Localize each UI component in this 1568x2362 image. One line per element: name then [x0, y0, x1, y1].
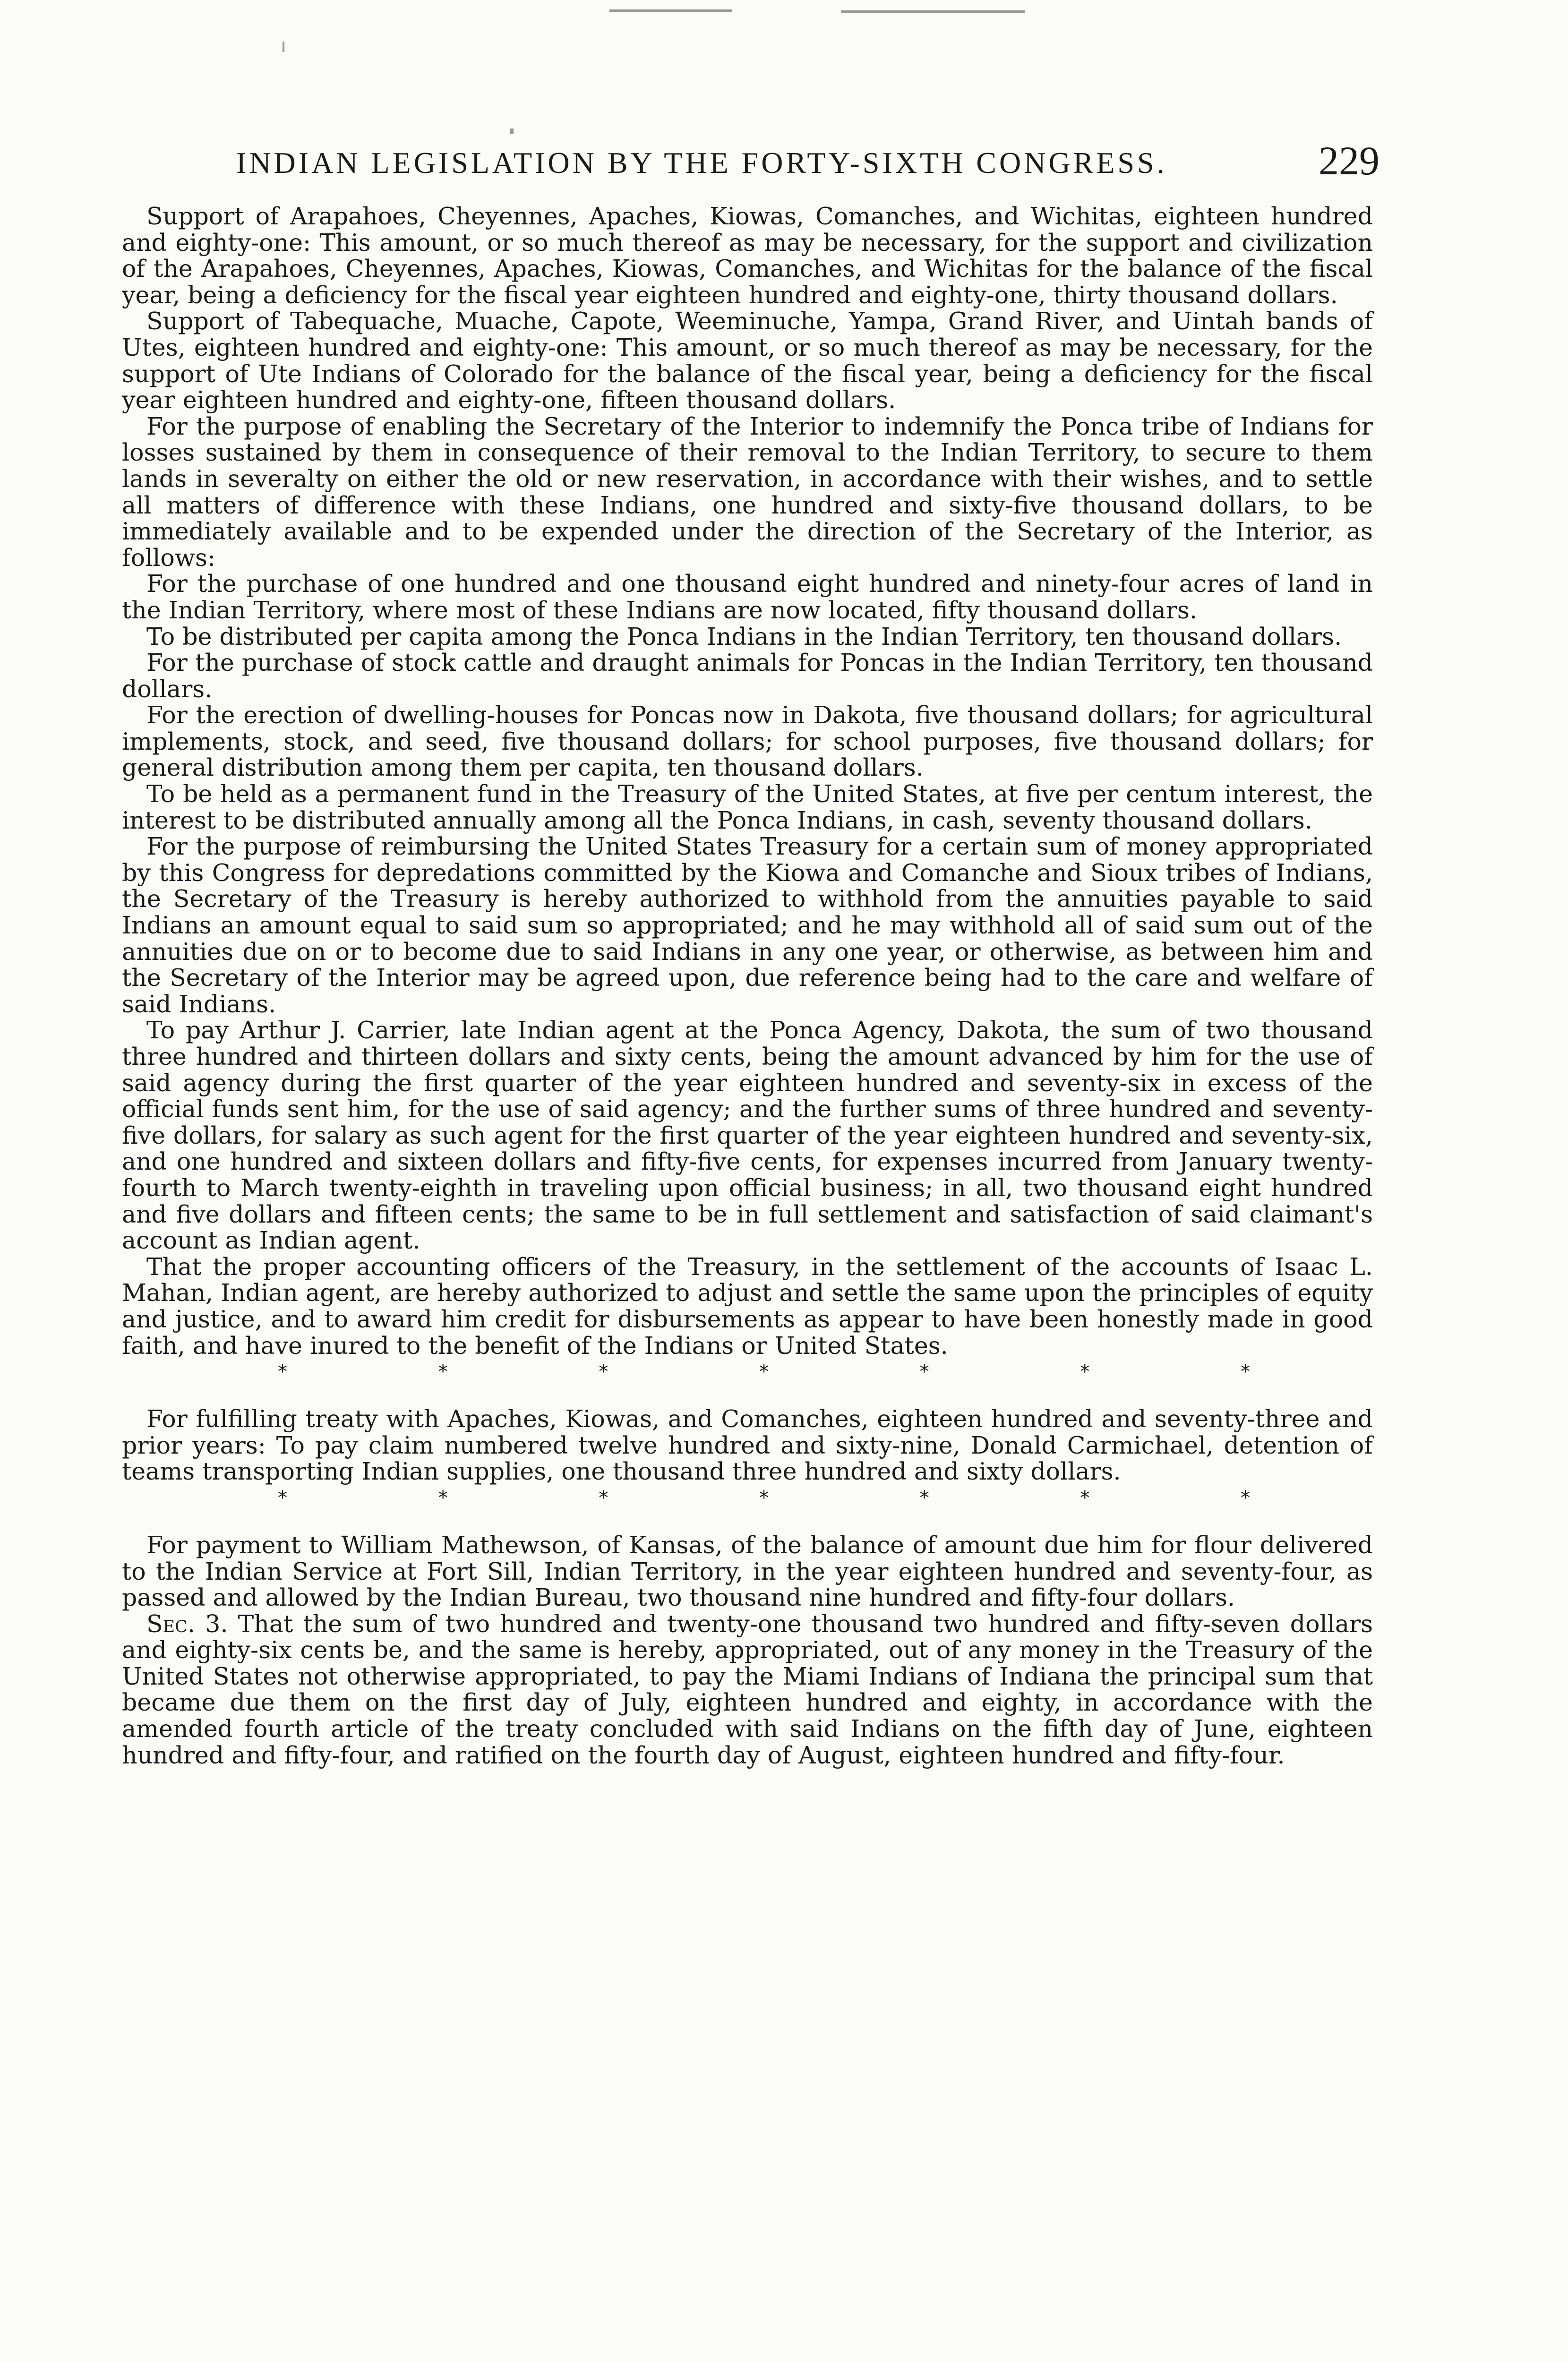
scan-speckle [841, 10, 1025, 13]
paragraph: For fulfilling treaty with Apaches, Kiowas, and Comanches, eighteen hundred and seventy-three and prior years: To pay claim numbered twelve hundred and sixty-nine, Donald Carmichael, detention of teams transporting Indian supplies, one thousand three hundred and sixty dollars. [122, 1405, 1373, 1486]
star-mark: * [919, 1487, 929, 1509]
star-mark: * [1240, 1487, 1250, 1509]
star-mark: * [278, 1361, 287, 1383]
star-mark: * [1080, 1487, 1090, 1509]
paragraph: To be held as a permanent fund in the Treasury of the United States, at five per centum interest, the interest to be distributed annually among all the Ponca Indians, in cash, seventy thousand dollars. [122, 780, 1373, 834]
paragraph: To pay Arthur J. Carrier, late Indian agent at the Ponca Agency, Dakota, the sum of two thousand three hundred and thirteen dollars and sixty cents, being the amount advanced by him for the use of said agency during the first quarter of the year eighteen hundred and seventy-six in excess of the official funds sent him, for the use of said agency; and the further sums of three hundred and seventy-five dollars, for salary as such agent for the first quarter of the year eighteen hundred and seventy-six, and one hundred and sixteen dollars and fifty-five cents, for expenses incurred from January twenty-fourth to March twenty-eighth in traveling upon official business; in all, two thousand eight hundred and five dollars and fifteen cents; the same to be in full settlement and satisfaction of said claimant's account as Indian agent. [122, 1016, 1373, 1255]
paragraph: For payment to William Mathewson, of Kansas, of the balance of amount due him for flour delivered to the Indian Service at Fort Sill, Indian Territory, in the year eighteen hundred and seventy-four, as passed and allowed by the Indian Bureau, two thousand nine hundred and fifty-four dollars. [122, 1531, 1373, 1612]
paragraph: For the erection of dwelling-houses for Poncas now in Dakota, five thousand dollars; for agricultural implements, stock, and seed, five thousand dollars; for school purposes, five thousand dollars; for general distribution among them per capita, ten thousand dollars. [122, 701, 1373, 782]
ellipsis-row [122, 1359, 1373, 1386]
paragraph: Support of Tabequache, Muache, Capote, Weeminuche, Yampa, Grand River, and Uintah bands of Utes, eighteen hundred and eighty-one: This amount, or so much thereof as may be necessary, for the support of Ute Indians of Colorado for the balance of the fiscal year, being a deficiency for the fiscal year eighteen hundred and eighty-one, fifteen thousand dollars. [122, 307, 1373, 414]
scan-speckle [609, 9, 732, 12]
paragraph: For the purchase of one hundred and one thousand eight hundred and ninety-four acres of land in the Indian Territory, where most of these Indians are now located, fifty thousand dollars. [122, 570, 1373, 624]
paragraph: To be distributed per capita among the Ponca Indians in the Indian Territory, ten thousand dollars. [146, 622, 1342, 650]
star-mark: * [278, 1487, 287, 1509]
running-header [236, 137, 1379, 189]
paragraph: Support of Arapahoes, Cheyennes, Apaches, Kiowas, Comanches, and Wichitas, eighteen hundred and eighty-one: This amount, or so much thereof as may be necessary, for the support and civilization of the Arapahoes, Cheyennes, Apaches, Kiowas, Comanches, and Wichitas for the balance of the fiscal year, being a deficiency for the fiscal year eighteen hundred and eighty-one, thirty thousand dollars. [122, 202, 1373, 309]
star-mark: * [599, 1361, 608, 1383]
star-mark: * [438, 1361, 448, 1383]
paragraph: For the purpose of enabling the Secretary of the Interior to indemnify the Ponca tribe of Indians for losses sustained by them in consequence of their removal to the Indian Territory, to secure to them lands in severalty on either the old or new reservation, in accordance with their wishes, and to settle all matters of difference with these Indians, one hundred and sixty-five thousand dollars, to be immediately available and to be expended under the direction of the Secretary of the Interior, as follows: [122, 412, 1373, 572]
section-paragraph [122, 1611, 1373, 1769]
paragraph: That the proper accounting officers of the Treasury, in the settlement of the accounts of Isaac L. Mahan, Indian agent, are hereby authorized to adjust and settle the same upon the principles of equity and justice, and to award him credit for disbursements as appear to have been honestly made in good faith, and have inured to the benefit of the Indians or United States. [122, 1252, 1373, 1360]
scan-speckle [510, 128, 514, 134]
star-mark: * [919, 1361, 929, 1383]
star-mark: * [1240, 1361, 1250, 1383]
star-mark: * [1080, 1361, 1090, 1383]
star-mark: * [759, 1487, 769, 1509]
ellipsis-row [122, 1485, 1373, 1512]
paragraph: For the purpose of reimbursing the United States Treasury for a certain sum of money appropriated by this Congress for depredations committed by the Kiowa and Comanche and Sioux tribes of Indians, the Secretary of the Treasury is hereby authorized to withhold from the annuities payable to said Indians an amount equal to said sum so appropriated; and he may withhold all of said sum out of the annuities due on or to become due to said Indians in any one year, or otherwise, as between him and the Secretary of the Interior may be agreed upon, due reference being had to the care and welfare of said Indians. [122, 832, 1373, 1018]
paragraph: For the purchase of stock cattle and draught animals for Poncas in the Indian Territory, ten thousand dollars. [122, 649, 1373, 703]
section-text: That the sum of two hundred and twenty-one thousand two hundred and fifty-seven dollars and eighty-six cents be, and the same is hereby, appropriated, out of any money in the Treasury of the United States not otherwise appropriated, to pay the Miami Indians of Indiana the principal sum that became due them on the first day of July, eighteen hundred and eighty, in accordance with the amended fourth article of the treaty concluded with said Indians on the fifth day of June, eighteen hundred and fifty-four, and ratified on the fourth day of August, eighteen hundred and fifty-four. [122, 1609, 1373, 1769]
running-title: INDIAN LEGISLATION BY THE FORTY-SIXTH CONGRESS. [236, 146, 1167, 180]
star-mark: * [438, 1487, 448, 1509]
scan-speckle [283, 42, 284, 52]
section-label: Sec. 3. [146, 1609, 228, 1638]
page-number: 229 [1319, 138, 1379, 183]
star-mark: * [759, 1361, 769, 1383]
body-text [122, 203, 1373, 1768]
star-mark: * [599, 1487, 608, 1509]
